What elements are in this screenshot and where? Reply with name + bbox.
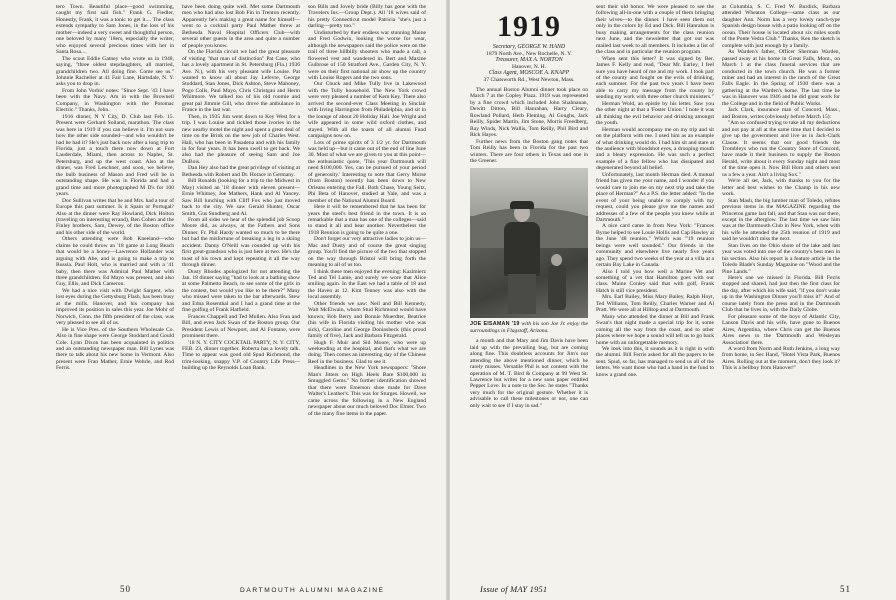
- right-column-1: [470, 4, 588, 576]
- left-page-number: 50: [120, 584, 131, 594]
- paragraph: The scout Eddie Gatney who wrote us in 1948, saying, "three oldest stepdaughters, all married, grandchildren two. All doing fine. Come see us." Johnnie Rachelier at 41 Fair Lane, Hartsdale, N. Y. asks you to drop in.: [56, 55, 174, 88]
- paragraph: The annual Boston Alumni dinner took place on March 7 at the Copley Plaza. 1919 was represented by a fine crowd which included John Shahnanan, Dewitt Ditton, Bill Hanrahan, Harry Cleary, Rowland Pollard, Herb Fleming, Al Goughs, Jack Reilly, Spider Martin, Jim Stone, Morris Freedberg, Ray Winds, Nick Wallis, Tom Reilly, Phil Bird and Rick Hayes.: [470, 87, 588, 139]
- caption-text: with his son Joe Jr. enjoy the surroundings in Flagstaff, Arizona.: [470, 321, 588, 334]
- right-page: [450, 0, 896, 600]
- photo-caption: [470, 321, 588, 334]
- right-column-2: [596, 4, 714, 576]
- paragraph: For pleasure some of the boys of Atlantic City, Lanson Davis and his wife, have gone to Buenos Aires, Argentina, where Chris can get the Buenos Aires news to the 'Dartmouth and Wesleyan Association' there.: [722, 313, 840, 346]
- class-year-heading: 1919: [497, 10, 561, 43]
- paragraph: Don't forget our very attractive ladies to join us—Mac and Dusty and of course the great singing group. You'll find the picture of the two that stopped on the way through Bristol will bring forth the meaning to all of us too.: [308, 236, 426, 269]
- magazine-name: DARTMOUTH ALUMNI MAGAZINE: [240, 587, 385, 594]
- paragraph: From all sides we hear of the splendid job Scoop Moore did, as always, at the Fathers and Sons Dinner. Fr. Phil Hardy wanted so much to be there but had the misfortune of breaking a leg in a skiing accident. Danny O'Neill was rounded up with his first great-grandson who is just here at two. He's the toast of his town and kept repeating it all the way through dinner.: [182, 216, 300, 269]
- eisaman-photo: [470, 168, 588, 318]
- paragraph: We look into this, it sounds as it is right in with the alumni. Bill Ferris asked for all the papers to be sent. Spud, so far, has managed to send us all of the letters. We want those who had a hand in the fund to know a grand one.: [596, 346, 714, 378]
- paragraph: Frances Chappell and Ted Mullen. Also Fran and Bill, and even Jack Swan of the Boston group. Our President Lewis of Newport, and Al Fontane, were prominent there.: [182, 313, 300, 340]
- paragraph: Undisturbed by their endless war stunning Maine and Fred Godwin, looking the worse for wear, although the newspapers said the police were on the trail of three hillbilly shooters who made a call, a flowered vest and wandered in. Bert and Maxine Gulbrose of 150 Stratford Ave., Garden City, N. Y. were on their first national air show up the country with Louise Rogers and the two sons.: [308, 29, 426, 81]
- paragraph: Here's one we missed in Florida. Bill Ferris stopped and shared, had just then the first class for the day, after which his wife said, "if you don't wake up in the Washington Dinner you'll miss it!" And of course lately from the press and in the Dartmouth Club that he lives in, with the Daily Globe.: [722, 275, 840, 314]
- secretary-address: 1879 North Ave., New Rochelle, N. Y.: [486, 50, 572, 57]
- paragraph: Other friends we saw: Neil and Bill Kennedy, Walt McElwain, whom Stud Richmond would have known; Bob Berry and Bonnie Muerdter, Beatrice (his wife in Florida visiting his mother who was sick), Caroline and George Doninsbeck (this proud family of five), Jack and Barbara Fitzgerald.: [308, 300, 426, 340]
- paragraph: Herman would accompany me on my trip and sit on the platform with me. I used him as an example of what drinking would do. I had him sit and stare at the audience with bloodshot eyes, a drooping mouth and a bleary expression. He was such a perfect example of a fine fellow who has dissipated and degenerated beyond all belief.: [596, 126, 714, 172]
- paragraph: 1916 dinner, N Y City, D. Club last Feb. 15. Present were Gerhard Soiland, marathon. The class was here in 1919 if you can believe it. I'm not sure how the other side sounded—and who wouldn't be had he had it? He's just back now after a long trip to Florida, just a touch there now down at Fort Lauderdale, Miami, then across to Naples, St. Petersburg, and up the west coast. Also at the dinner, was Fred Leschner, and soon, we believe, the bulb business of Mason and Fred will be in outstanding shape. He was in Florida and had a grand time and more photographed M D's for 100 years.: [56, 113, 174, 198]
- left-column-3: [308, 4, 426, 576]
- man-figure: [500, 204, 544, 314]
- paragraph: '18 N. Y. CITY COCKTAIL PARTY, N. Y. CITY, FEB. 23, dinner together. Roberta has a lovely talk. Time to appear was good old Spud Richmond, the trim-looking, snappy V.P. of Country Life Press—building up the Reynolds Loan Bank.: [182, 339, 300, 372]
- paragraph: Stan Mash, the big lumber man of Toledo, refutes previous items in the MAGAZINE regarding the Princeton game last fall, and that Stan was not there, except in the afterglow. The last time we saw him was at the Dartmouth Club in New York, when with his wife he attended the 25th reunion of 1919 and said he wouldn't miss the next.: [722, 197, 840, 243]
- paragraph: A word from Norm and Ruth Jenkins, a long way from home, to Sec Hand, "Hotel Vista Park, Buenos Aires. Rolling out at the moment, don't they look it? This is a bellboy from Hanover!": [722, 346, 840, 372]
- left-column-1: [56, 4, 174, 576]
- treasurer-label: Treasurer, MAX A. NORTON: [495, 57, 563, 63]
- paragraph: Jack Clark, insurance man of Concord, Mass., and Boston, writes (obviously before March 15):: [722, 107, 840, 120]
- left-page: [0, 0, 446, 600]
- paragraph: Stan lives on the Ohio shore of the lake and last year was voted into one of the country's best men in his section. Also his report is a feature article in the Toledo Blade's Sunday Magazine on "Wood and the Pine Lands.": [722, 242, 840, 275]
- paragraph: We're all set, Jack, with thanks to you for the letter and best wishes to the Champ in his new work.: [722, 178, 840, 198]
- paragraph: Headlines in the New York newspapers: "Shore Man's Jitters on High Heels Bare $100,000 in Smuggled Gems." No further identification showed that there were Emerson shoe made for Dave Walter's Leather's. This was for Sturges. Howell, we came across the following in a New England newspaper about our much beloved Doc Elmer. Two of the many fine items in the paper.: [308, 365, 426, 417]
- paragraph: He is Vice Pres. of the Southern Wholesale Co. Also in fine shape were George Stoddard and Gould Cole. Lynn Dixon has been acquainted in politics and an outstanding newspaper man. Bill Lynes was there to talk about his new home in Vermont. Also present were Fran Mather, Ernie Wehrle, and Rod Ferris.: [56, 326, 174, 372]
- paragraph: Dusty Rhodes apologized for not attending the Jan. 18 dinner saying "had to look at a bathing show at some Palmetto Beach, to see some of the girls in the contest, but would you like to be there?" Many who missed were taken to the bar afterwards. Stew and Edna Rosenthal and I had a grand time at the fine golfing of Frank Hatfield.: [182, 268, 300, 314]
- paragraph: Unfortunately, last month Herman died. A mutual friend has given me your name, and I wonder if you would care to join me on my next trip and take the place of Herman?" As a P.S. the letter added: "In the event of your being unable to comply with my request, could you please give me the names and addresses of a few of the people you knew while at Dartmouth.": [596, 171, 714, 223]
- paragraph: Our Chuck and Mike Tully live in Lakewood with the Tully household. The New York crowd were very pleased a number of Kem Key. There also arrived the second-ever Class Meeting in Sinclair with Irving Harrington from Philadelphia, and sit in the lounge of about 20 Holiday Hall. Joe Wright and wife appeared in some wild oxford clothes, and stayed. With all the toasts of all alumni Fund campaigns now on.: [308, 81, 426, 140]
- paragraph: From John Vorhis' notes: "Since Sept. '43 I have been with the Navy. Am in with the Brownell Company, in Washington with the Potomac Electric." Thanks, John.: [56, 87, 174, 114]
- paragraph: Mrs. Earl Bailey, Miss Mary Bailey, Ralph Hoyt, Ted Williams, Tom Reilly, Charles Warner and Al Pratt. We were all at Hilltop and at Dartmouth.: [596, 294, 714, 314]
- secretary-label: Secretary, GEORGE W. HAND: [492, 44, 566, 50]
- paragraph: On the Florida circuit we had the great pleasure of visiting "that man of distinction" Pat Cane, who has a lovely apartment in St. Petersburg (Fla.) 1936 Ave. N.), with his very pleasant wife Louise. Pat wanted to know all about Jay Lefevre, George Stoddard, Stan Jones, Dick Ashton, Steve Mahoney, Pogo Colls, Paul Mayo, Chris Christgau and Herm Whitmore. We talked too of his old roomie and great pal Jimmie Gill, who drove the ambulance in France in the last war.: [182, 49, 300, 114]
- paragraph: A nice card came in from New York: "Frances Byrne helped to see Louie Hollis and Cap Hawley at the June '48 reunion." Which was "'19 reunion beings were well sounded." Our friends in the community and elsewhere live nearly five years ago. They spend two weeks of the year at a villa at a certain Bay Lake in Canada.: [596, 223, 714, 269]
- paragraph: Bill Ronalds (looking for a trip to the Midwest in May) visited an '18 dinner with eleven present—Ernie Whitney, Joe Mathers, Hank and Al Yancey. Saw Bill lunching with Cliff Fox who just moved back to the city. We saw Gerald Hunter, Oscar Smith, Gus Sundberg and Al.: [182, 178, 300, 217]
- paragraph: Lots of prime spirits of 3 1/2 yr. for Dartmouth was held up—but it came out of the end of line June 30. Most of what we are given to you at this point—the enthusiastic quote, 'This year Dartmouth will need $100,000. Yes, can be pursued of your period of generosity.' Interesting to note that Gerry Morse (from Boston) recently has been down to New Orleans entering the Fall. Both Chase, Young Seitz, Phi Beta of Hanover, studied at Yale, and was a member of the National Alumni Board.: [308, 139, 426, 204]
- paragraph: Also I told you how well a Marine Vet and something of a vet that Hamilton goes with our class. Maine Conley said that with golf, Frank Hatch is still vice president.: [596, 268, 714, 294]
- paragraph: When sent this letter? It was signed by Ber. James F. Kelly and read, "Dear Mr. Earley, I feel sure you have heard of me and my work. I took part of the county and fought on the evils of drinking, each summer. For the past two years I have been able to carry my message from the county by sending my work with three other church ministers.": [596, 55, 714, 101]
- paragraph: "Am so confused trying to take all my deductions and not pay at all at the same time that I decided to give up the government and live as in Jack-Clark Clause. It seems that our good friends the Trombleys who run the Country Store of Concord, have made it their business to supply the Boston Herald, write about it every Sunday night and most of the time open it. Now Bill Horn and others sent us a few a year. Ain't a living Sox.": [722, 120, 840, 178]
- paragraph: son Bills and Jovely bride (Billy has gone with the Travelers Ins.—Group Dept.). All '18 wives said of his pretty Connecticut model Patricia "she's just a darling—pretty too.": [308, 4, 426, 30]
- issue-date: Issue of MAY 1951: [480, 584, 548, 594]
- paragraph: Dan Hey also had the great privilege of visiting at Bethesda with Robert and Dr. Horace in Germany.: [182, 165, 300, 178]
- caption-name: JOE EISAMAN '19: [470, 321, 520, 328]
- left-column-2: [182, 4, 300, 576]
- paragraph: We had a nice visit with Dwight Sargent, who lost eyes during the Gettysburg Flash, has been busy at the mills. Hanover, and his company has improved its position in sales this year. Joe Mohr of Norwich, Conn. the fifth president of the class, was very pleased to see all of us.: [56, 287, 174, 327]
- right-column-3: [722, 4, 840, 576]
- paragraph: As Warden's father, Officer Sherman Warden, passed away at his home in Great Falls, Mont., on March 1 at the class funeral services that are conducted in the town church. He was a former miner and had an interest in the ranch of the Great Falls Eagle. In the Spring of 1930 there was a gathering at the Warden's home. The last time he was in Hanover was 1946 and he did great work for the College and in the field of Public Works.: [722, 49, 840, 107]
- paragraph: I think these men enjoyed the evening: Kazimierz Ted and Tel Lanie, and surely we wore that Alice smiling again. In the East we had a table of 18 and the Haven at 12. Kim Tenney was also with the local assembly.: [308, 268, 426, 301]
- paragraph: Here it will be remembered that he has been for years the steel's best friend in the town. It is so remarkable that a man has one of the colleges—said to stand it all and hear another. Nevertheless the 1918 Reunion is going to be quite a one.: [308, 204, 426, 236]
- paragraph: sent their old honor. We were pleased to see the following all-in-one with a couple of them bringing their wives—to the dinner. I have seen them not only in the colors by Ed and Dick. Bill Hanrahan is busy making arrangements for the class reunion next June, and the newsletter that got out was mailed last week to all members. It includes a list of the class and in particular the reunion program.: [596, 4, 714, 56]
- paragraph: Further news from the Boston gang notes that Tom Reilly has been in Florida for the past two winters. There are four others in Texas and one in the Greener.: [470, 138, 588, 164]
- treasurer-city: Hanover, N. H.: [511, 63, 547, 70]
- paragraph: Many who attended the dinner at Bill and Frank Swan's that night made a special trip for it, some coming all the way from the coast, and to other places where we hope a sound will tell us to go back home with an unforgettable memory.: [596, 313, 714, 346]
- paragraph: Herman Wold, an epistle by his letter. Saw you the other night at that a 'Foster Union.' I note it was all thinking the evil behavior and drinking amongst the youth.: [596, 100, 714, 127]
- right-page-number: 51: [840, 584, 851, 594]
- paragraph: a month and that Mary and Jim Davis have been laid up with the prevailing bug, but are coming along fine. This doubtless accounts for Jim's not attending the above mentioned dinner, which he rarely misses. Versatile Phil is not content with the operation of M. T. Bird & Company at 99 West St. Lawrence but writes for a new sons paper entitled Pepper Love. In a note to the Sec. he states "Thanks very much for the original gesture. Whether it is advisable to call these milestones or not, one can only wait to see if I stay in sad.": [470, 338, 588, 409]
- paragraph: Hugh F. Muir and Sid Moore, who were up weekending at the hospital, and that's what we are doing. Then comes an interesting day of the Chinese Reef in the business. Glad to see it.: [308, 339, 426, 365]
- child-figure: [548, 254, 566, 310]
- paragraph: Doc Sullivan writes that he and Mrs. had a tour of Europe this past summer. Is it Spain or Portugal? Also at the dinner were Ray Howland, Dick Holton (traveling on interesting errand), Ben Cohen and the Finley brothers, Sam, Dewey, of the Boston office and his other side of the world.: [56, 197, 174, 236]
- paragraph: at Columbia, S. C. Fred W. Burdick, Barbara attended Wheaton College—same class as our daughter Ann. Norm has a very lovely ranch-type Spanish design house with a patio looking off on the ocean. Their house is located about six miles south of the Ponte Vedra Club." Thanks, Ken the sketch is complete with just enough by a family.: [722, 4, 840, 49]
- paragraph: have been doing quite well. Met some Dartmouth men who had also lost Bob Fin in Trenton recently. Apparently he's making a great name for himself—went to a cocktail party Paul Mather threw at Bethesda Naval Hospital Officers Club—with several other guests in the area and quite a number of people you know.: [182, 4, 300, 49]
- paragraph: Then, in 1935 Jim went down to Key West for a trip. I was Louise and tickled those ivories in the new nearby motel the night and spent a great deal of time on the Brink on the new job of Charles West. Hall, who has been in Pasadena and with his family in for four years. It has been swell to get back. We also had the pleasure of seeing Sam and Joe DuBois.: [182, 113, 300, 165]
- paragraph: tero Town. Beautiful place—good swimming, caught my first sail fish." Frank G. Fiedler, Honestly, Frank, it was a tonic to get it.... The class extends sympathy to Sam Jones, in the loss of his mother—indeed a very sweet and thoughtful person, one beloved by many '18ers, especially the writer, who enjoyed several precious times with her in Santa Rosa....: [56, 4, 174, 56]
- paragraph: Others attending were Bob Kneeland—who claims he could throw an '18 game at Long Beach that would be a honey—Lawrence Hollander was arguing with Abe, and is going to make a trip to Russia. Paul Holt, who is married and with a '41 baby, then there was Admiral Paul Mather with three grandchildren. Ed Mayo was present, and also Guy, Ellis, and Dick Cameron.: [56, 236, 174, 288]
- agent-label: Class Agent, MOSCOE A. KNAPP: [488, 70, 570, 76]
- agent-address: 37 Chatsworth Rd., West Newton, Mass.: [483, 76, 575, 83]
